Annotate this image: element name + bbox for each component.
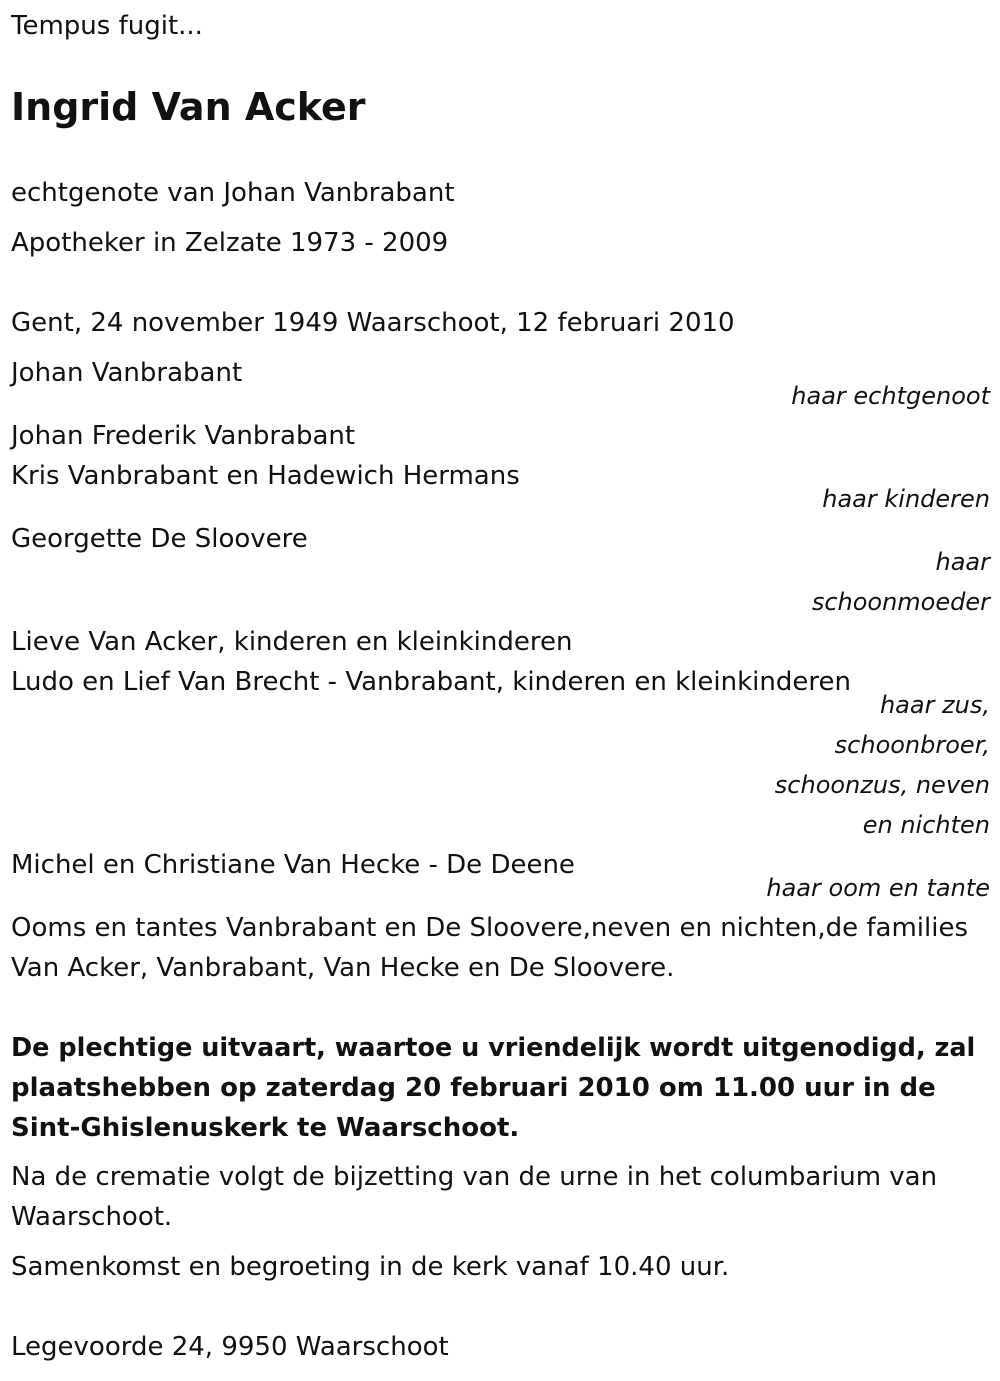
- uncle-aunt-relation: haar oom en tante: [766, 874, 990, 902]
- deceased-name: Ingrid Van Acker: [11, 85, 366, 129]
- child-name: Kris Vanbrabant en Hadewich Hermans: [11, 461, 520, 491]
- cremation-notice: Na de crematie volgt de bijzetting van de urne in het columbarium van: [11, 1162, 938, 1192]
- sibling-name: Lieve Van Acker, kinderen en kleinkinderen: [11, 627, 573, 657]
- profession-line: Apotheker in Zelzate 1973 - 2009: [11, 228, 449, 258]
- husband-relation: haar echtgenoot: [791, 382, 990, 410]
- husband-name: Johan Vanbrabant: [11, 358, 243, 388]
- siblings-relation: schoonbroer,: [834, 731, 990, 759]
- spouse-line: echtgenote van Johan Vanbrabant: [11, 178, 455, 208]
- children-relation: haar kinderen: [822, 485, 990, 513]
- mother-in-law-name: Georgette De Sloovere: [11, 524, 308, 554]
- motto: Tempus fugit...: [11, 11, 203, 41]
- birth-death-dates: Gent, 24 november 1949 Waarschoot, 12 februari 2010: [11, 308, 735, 338]
- mother-in-law-relation: haar: [935, 548, 990, 576]
- siblings-relation: en nichten: [862, 811, 990, 839]
- extended-family: Ooms en tantes Vanbrabant en De Sloovere,neven en nichten,de families: [11, 913, 968, 943]
- child-name: Johan Frederik Vanbrabant: [11, 421, 356, 451]
- extended-family: Van Acker, Vanbrabant, Van Hecke en De Sloovere.: [11, 953, 675, 983]
- mother-in-law-relation: schoonmoeder: [811, 588, 990, 616]
- address: Legevoorde 24, 9950 Waarschoot: [11, 1332, 449, 1362]
- funeral-notice: De plechtige uitvaart, waartoe u vriendelijk wordt uitgenodigd, zal: [11, 1033, 976, 1063]
- uncle-aunt-name: Michel en Christiane Van Hecke - De Deene: [11, 850, 575, 880]
- sibling-name: Ludo en Lief Van Brecht - Vanbrabant, kinderen en kleinkinderen: [11, 667, 851, 697]
- funeral-notice: Sint-Ghislenuskerk te Waarschoot.: [11, 1113, 520, 1143]
- siblings-relation: haar zus,: [879, 691, 990, 719]
- cremation-notice: Waarschoot.: [11, 1202, 173, 1232]
- funeral-notice: plaatshebben op zaterdag 20 februari 2010 om 11.00 uur in de: [11, 1073, 936, 1103]
- siblings-relation: schoonzus, neven: [774, 771, 990, 799]
- gathering-notice: Samenkomst en begroeting in de kerk vanaf 10.40 uur.: [11, 1252, 730, 1282]
